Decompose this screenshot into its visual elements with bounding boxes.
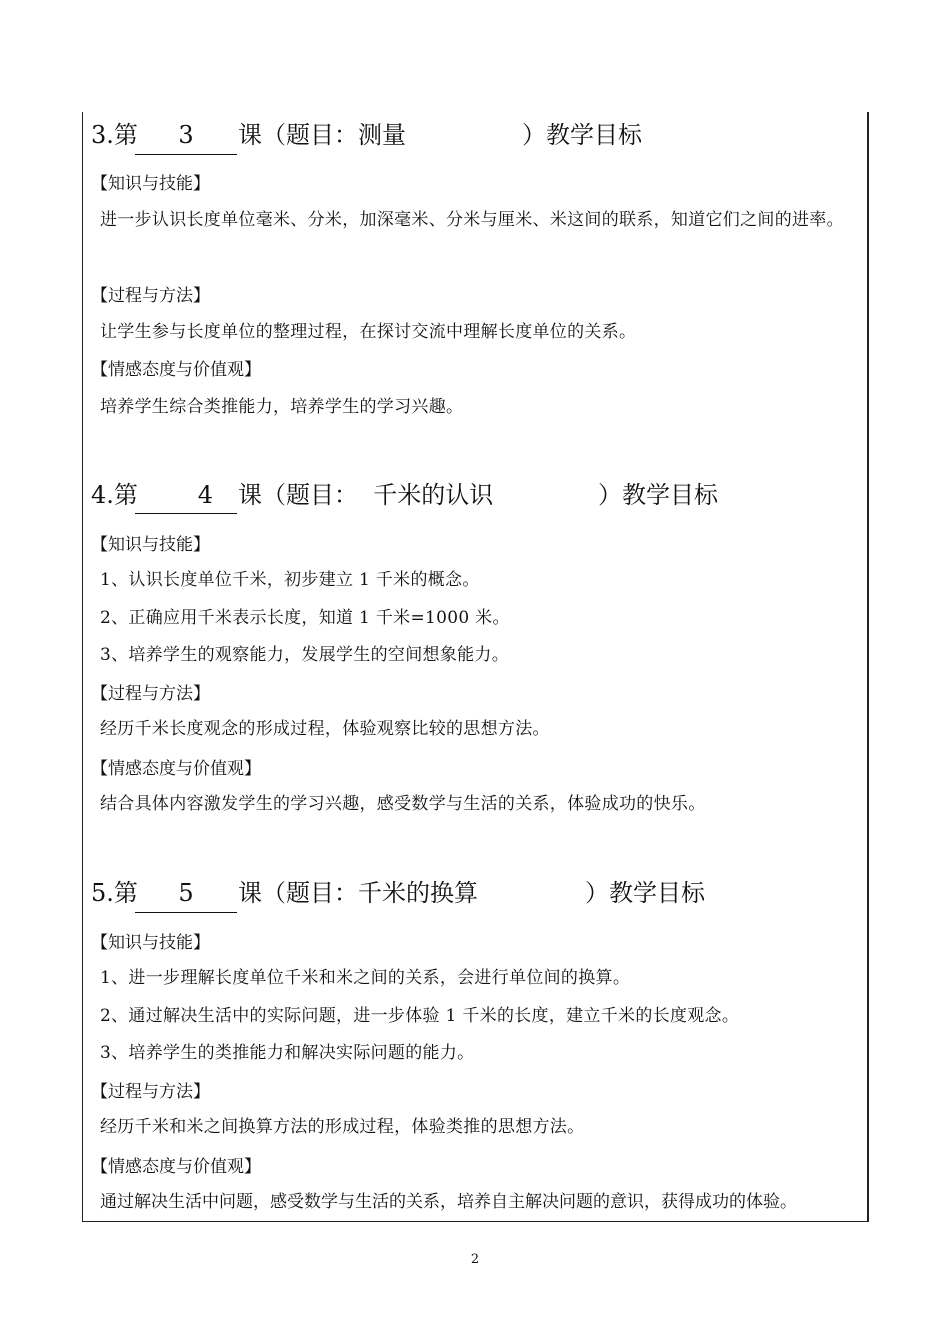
emotion-label: 【情感态度与价值观】 (91, 360, 261, 380)
teaching-goal-label: ）教学目标 (598, 481, 718, 509)
lesson-title: 课（题目： 千米的认识 (238, 481, 494, 509)
emotion-text: 结合具体内容激发学生的学习兴趣，感受数学与生活的关系，体验成功的快乐。 (100, 794, 706, 814)
emotion-label: 【情感态度与价值观】 (91, 759, 261, 779)
knowledge-item: 3、培养学生的类推能力和解决实际问题的能力。 (100, 1043, 475, 1063)
lesson-title: 课（题目：测量 (238, 121, 406, 149)
lesson-number: 3 (135, 120, 237, 155)
emotion-label: 【情感态度与价值观】 (91, 1157, 261, 1177)
process-text: 经历千米和米之间换算方法的形成过程，体验类推的思想方法。 (100, 1117, 585, 1137)
process-label: 【过程与方法】 (91, 1082, 210, 1102)
section-prefix: 5.第 (91, 879, 138, 907)
process-text: 经历千米长度观念的形成过程，体验观察比较的思想方法。 (100, 719, 550, 739)
knowledge-label: 【知识与技能】 (91, 933, 210, 953)
knowledge-item: 2、通过解决生活中的实际问题，进一步体验 1 千米的长度，建立千米的长度观念。 (100, 1006, 740, 1026)
knowledge-text: 进一步认识长度单位毫米、分米，加深毫米、分米与厘米、米这间的联系，知道它们之间的进率。 (100, 210, 844, 230)
process-text: 让学生参与长度单位的整理过程，在探讨交流中理解长度单位的关系。 (100, 322, 637, 342)
page-number: 2 (470, 1252, 480, 1267)
process-label: 【过程与方法】 (91, 684, 210, 704)
lesson-number-text: 4 (197, 481, 213, 509)
teaching-goal-label: ）教学目标 (585, 879, 705, 907)
knowledge-label: 【知识与技能】 (91, 535, 210, 555)
lesson-number: 5 (135, 878, 237, 913)
knowledge-item: 1、进一步理解长度单位千米和米之间的关系，会进行单位间的换算。 (100, 968, 631, 988)
process-label: 【过程与方法】 (91, 286, 210, 306)
emotion-text: 通过解决生活中问题，感受数学与生活的关系，培养自主解决问题的意识，获得成功的体验。 (100, 1192, 797, 1212)
lesson-title: 课（题目：千米的换算 (238, 879, 478, 907)
section-prefix: 4.第 (91, 481, 138, 509)
emotion-text: 培养学生综合类推能力，培养学生的学习兴趣。 (100, 397, 464, 417)
section-prefix: 3.第 (91, 121, 138, 149)
knowledge-item: 2、正确应用千米表示长度，知道 1 千米=1000 米。 (100, 608, 510, 628)
knowledge-item: 1、认识长度单位千米，初步建立 1 千米的概念。 (100, 570, 480, 590)
knowledge-label: 【知识与技能】 (91, 174, 210, 194)
lesson-number (135, 480, 237, 514)
knowledge-item: 3、培养学生的观察能力，发展学生的空间想象能力。 (100, 645, 510, 665)
teaching-goal-label: ）教学目标 (522, 121, 642, 149)
